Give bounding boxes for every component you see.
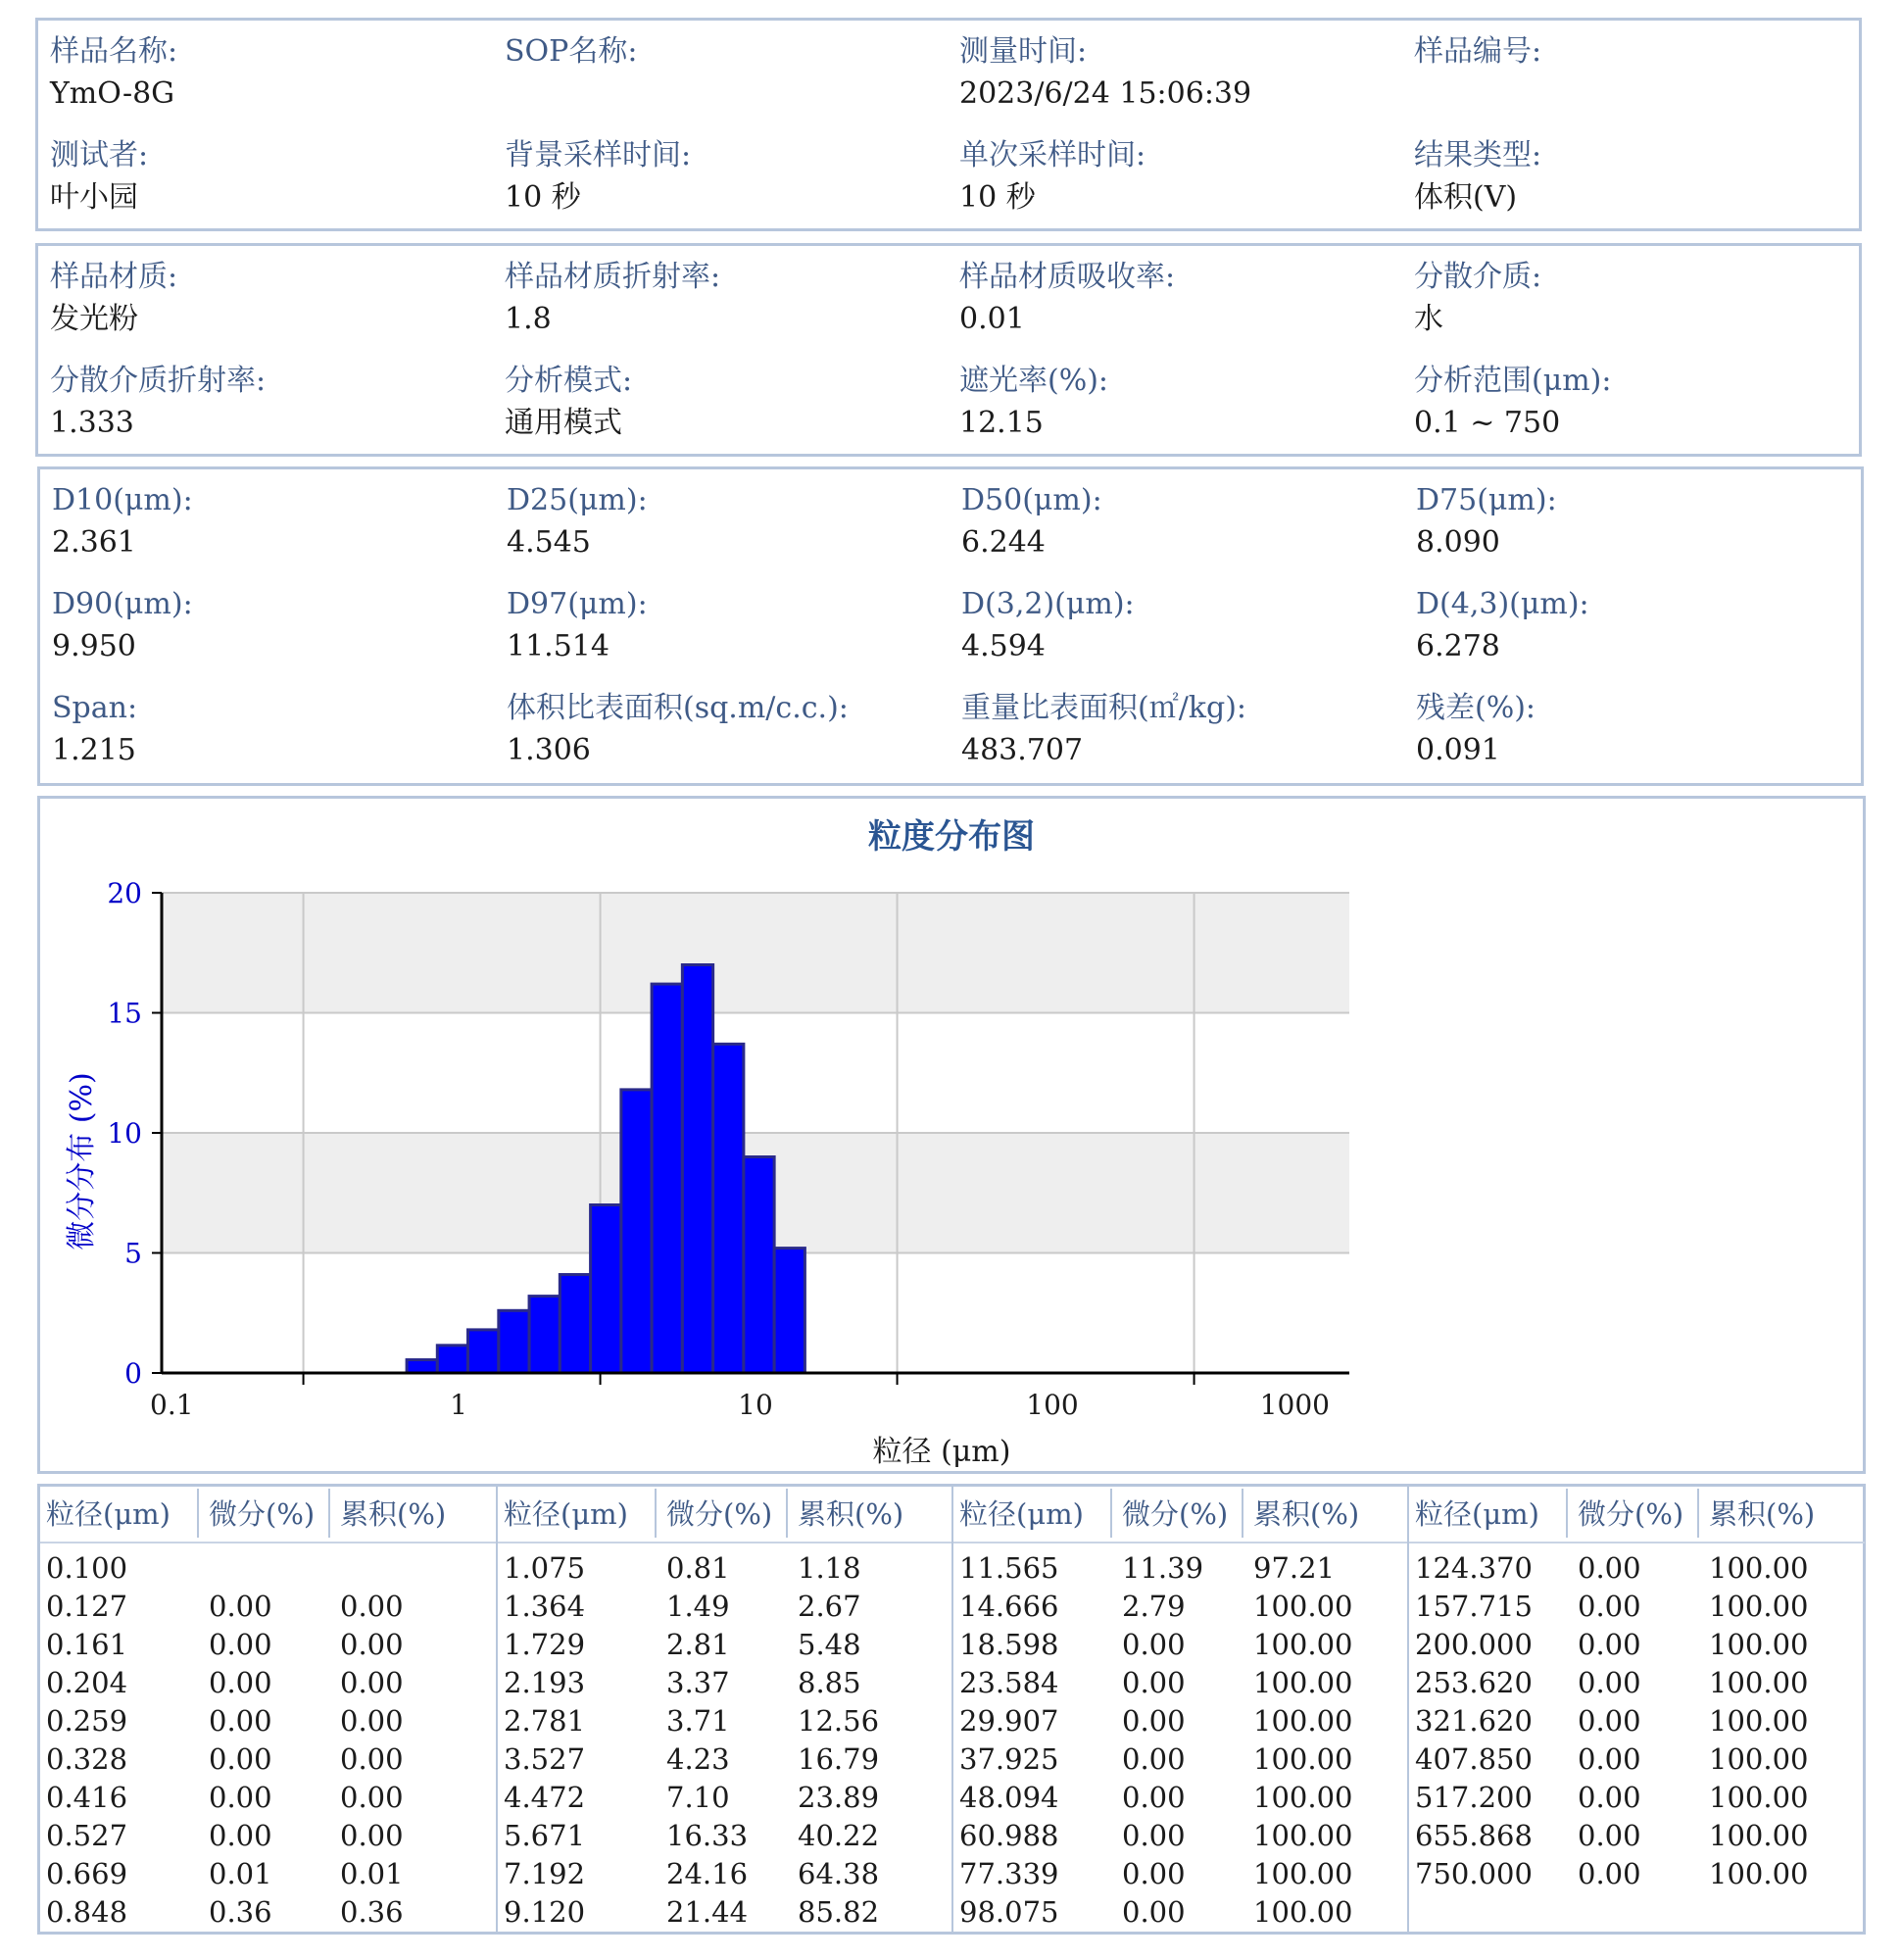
results-field <box>52 689 503 770</box>
histogram-bar <box>499 1310 529 1373</box>
header-divider <box>1409 1542 1865 1544</box>
differential-cell: 0.00 <box>209 1819 272 1852</box>
field-value: 通用模式 <box>505 406 622 440</box>
size-cell: 37.925 <box>959 1742 1059 1776</box>
info1-field <box>1414 136 1865 218</box>
differential-cell: 0.36 <box>209 1895 272 1929</box>
table-row <box>498 1893 953 1932</box>
info2-field <box>505 362 955 443</box>
size-cell: 0.100 <box>46 1551 128 1585</box>
differential-cell: 7.10 <box>666 1781 730 1814</box>
table-row <box>1409 1779 1865 1817</box>
histogram-bar <box>407 1360 437 1373</box>
results-field <box>961 481 1412 563</box>
differential-cell: 24.16 <box>666 1857 749 1890</box>
x-tick-label: 1000 <box>1259 1389 1330 1421</box>
y-tick-label: 5 <box>124 1237 142 1270</box>
table-row <box>953 1855 1409 1893</box>
histogram-bar <box>621 1090 652 1373</box>
field-value: 10 秒 <box>505 180 581 215</box>
cumulative-cell: 100.00 <box>1709 1551 1809 1585</box>
table-row <box>498 1740 953 1779</box>
table-row <box>1409 1855 1865 1893</box>
column-header: 微分(%) <box>655 1489 772 1538</box>
table-column-group <box>951 1487 1409 1932</box>
size-cell: 23.584 <box>959 1666 1059 1699</box>
field-value: 12.15 <box>959 406 1044 440</box>
table-row <box>498 1702 953 1740</box>
field-value: 1.306 <box>507 733 591 767</box>
y-tick-label: 10 <box>107 1117 142 1150</box>
differential-cell: 0.00 <box>1578 1857 1641 1890</box>
cumulative-cell: 23.89 <box>798 1781 880 1814</box>
table-row <box>40 1893 496 1932</box>
size-cell: 750.000 <box>1415 1857 1533 1890</box>
field-value: 叶小园 <box>50 180 138 215</box>
differential-cell: 0.00 <box>1122 1819 1186 1852</box>
size-cell: 98.075 <box>959 1895 1059 1929</box>
header-divider <box>40 1542 496 1544</box>
differential-cell: 0.00 <box>1578 1742 1641 1776</box>
results-field <box>507 481 957 563</box>
field-value: 9.950 <box>52 629 136 663</box>
field-value: 11.514 <box>507 629 609 663</box>
field-label: D(4,3)(μm): <box>1416 587 1589 621</box>
x-tick-label: 10 <box>738 1389 773 1421</box>
info1-field <box>959 136 1410 218</box>
table-row <box>953 1893 1409 1932</box>
field-label: 单次采样时间: <box>959 138 1146 172</box>
cumulative-cell: 100.00 <box>1253 1781 1353 1814</box>
cumulative-cell: 0.00 <box>340 1781 404 1814</box>
size-cell: 517.200 <box>1415 1781 1533 1814</box>
field-value: 483.707 <box>961 733 1084 767</box>
table-row <box>1409 1740 1865 1779</box>
cumulative-cell: 5.48 <box>798 1628 861 1661</box>
y-tick-label: 0 <box>124 1357 142 1390</box>
column-header: 微分(%) <box>1566 1489 1683 1538</box>
sample-info-panel <box>35 18 1862 231</box>
size-cell: 14.666 <box>959 1590 1059 1623</box>
size-cell: 5.671 <box>504 1819 586 1852</box>
column-header: 累积(%) <box>1697 1489 1815 1538</box>
table-row <box>1409 1664 1865 1702</box>
table-column-group <box>1407 1487 1865 1932</box>
column-header: 粒径(μm) <box>959 1497 1084 1531</box>
differential-cell: 0.00 <box>1122 1628 1186 1661</box>
histogram-bar <box>682 965 712 1374</box>
header-divider <box>498 1542 953 1544</box>
cumulative-cell: 2.67 <box>798 1590 861 1623</box>
header-divider <box>953 1542 1409 1544</box>
cumulative-cell: 0.00 <box>340 1590 404 1623</box>
differential-cell: 0.00 <box>1578 1551 1641 1585</box>
differential-cell: 0.00 <box>1122 1704 1186 1738</box>
field-label: 分析范围(μm): <box>1414 364 1612 398</box>
x-tick-label: 0.1 <box>150 1389 194 1421</box>
cumulative-cell: 100.00 <box>1709 1666 1809 1699</box>
differential-cell: 0.00 <box>1122 1742 1186 1776</box>
table-row <box>1409 1626 1865 1664</box>
results-field <box>961 585 1412 666</box>
size-cell: 9.120 <box>504 1895 586 1929</box>
x-tick-label: 1 <box>450 1389 467 1421</box>
field-value: 10 秒 <box>959 180 1036 215</box>
table-row <box>953 1588 1409 1626</box>
column-header: 累积(%) <box>1242 1489 1359 1538</box>
differential-cell: 0.00 <box>1578 1704 1641 1738</box>
cumulative-cell: 100.00 <box>1709 1628 1809 1661</box>
y-axis-label: 微分分布 (%) <box>65 1072 99 1250</box>
info2-field <box>959 362 1410 443</box>
size-cell: 0.328 <box>46 1742 128 1776</box>
table-row <box>953 1779 1409 1817</box>
differential-cell: 0.00 <box>1122 1895 1186 1929</box>
field-label: 结果类型: <box>1414 138 1542 172</box>
field-label: 样品名称: <box>50 34 178 69</box>
column-header: 粒径(μm) <box>46 1497 171 1531</box>
field-value: 6.278 <box>1416 629 1500 663</box>
size-cell: 2.193 <box>504 1666 586 1699</box>
field-label: 遮光率(%): <box>959 364 1109 398</box>
differential-cell: 0.00 <box>209 1666 272 1699</box>
info1-field <box>959 32 1410 114</box>
field-label: 重量比表面积(㎡/kg): <box>961 691 1247 725</box>
cumulative-cell: 1.18 <box>798 1551 861 1585</box>
field-value: 1.333 <box>50 406 134 440</box>
size-cell: 253.620 <box>1415 1666 1533 1699</box>
table-row <box>953 1549 1409 1588</box>
cumulative-cell: 100.00 <box>1253 1895 1353 1929</box>
differential-cell: 11.39 <box>1122 1551 1204 1585</box>
differential-cell: 0.00 <box>1122 1781 1186 1814</box>
table-row <box>498 1664 953 1702</box>
field-value: 0.1 ~ 750 <box>1414 406 1561 440</box>
field-label: 体积比表面积(sq.m/c.c.): <box>507 691 849 725</box>
field-label: D75(μm): <box>1416 483 1557 517</box>
cumulative-cell: 0.01 <box>340 1857 404 1890</box>
info2-field <box>505 258 955 339</box>
differential-cell: 3.37 <box>666 1666 730 1699</box>
cumulative-cell: 100.00 <box>1709 1781 1809 1814</box>
field-label: SOP名称: <box>505 34 638 69</box>
results-field <box>52 481 503 563</box>
column-header: 微分(%) <box>1110 1489 1228 1538</box>
differential-cell: 0.00 <box>209 1628 272 1661</box>
info1-field <box>505 32 955 74</box>
differential-cell: 0.00 <box>209 1781 272 1814</box>
size-cell: 0.259 <box>46 1704 128 1738</box>
result-stats-panel <box>37 466 1864 786</box>
results-field <box>1416 481 1867 563</box>
size-cell: 157.715 <box>1415 1590 1533 1623</box>
table-row <box>40 1588 496 1626</box>
table-row <box>1409 1549 1865 1588</box>
cumulative-cell: 100.00 <box>1253 1590 1353 1623</box>
differential-cell: 0.01 <box>209 1857 272 1890</box>
field-value: 2023/6/24 15:06:39 <box>959 76 1252 111</box>
field-label: D(3,2)(μm): <box>961 587 1135 621</box>
cumulative-cell: 85.82 <box>798 1895 880 1929</box>
cumulative-cell: 100.00 <box>1253 1666 1353 1699</box>
cumulative-cell: 100.00 <box>1709 1857 1809 1890</box>
size-cell: 200.000 <box>1415 1628 1533 1661</box>
field-label: D10(μm): <box>52 483 193 517</box>
size-cell: 0.204 <box>46 1666 128 1699</box>
size-cell: 655.868 <box>1415 1819 1533 1852</box>
cumulative-cell: 8.85 <box>798 1666 861 1699</box>
size-cell: 0.416 <box>46 1781 128 1814</box>
info1-field <box>505 136 955 218</box>
size-cell: 48.094 <box>959 1781 1059 1814</box>
field-label: 测量时间: <box>959 34 1088 69</box>
info2-field <box>959 258 1410 339</box>
table-row <box>1409 1702 1865 1740</box>
size-cell: 0.669 <box>46 1857 128 1890</box>
table-row <box>40 1549 496 1588</box>
x-tick-label: 100 <box>1026 1389 1079 1421</box>
field-label: 样品材质: <box>50 260 178 294</box>
cumulative-cell: 100.00 <box>1253 1857 1353 1890</box>
cumulative-cell: 0.00 <box>340 1819 404 1852</box>
size-cell: 77.339 <box>959 1857 1059 1890</box>
histogram-bar <box>468 1330 499 1373</box>
size-cell: 18.598 <box>959 1628 1059 1661</box>
table-row <box>953 1626 1409 1664</box>
table-row <box>498 1817 953 1855</box>
size-cell: 124.370 <box>1415 1551 1533 1585</box>
size-cell: 2.781 <box>504 1704 586 1738</box>
cumulative-cell: 0.00 <box>340 1666 404 1699</box>
field-value: YmO-8G <box>50 76 175 111</box>
table-row <box>40 1855 496 1893</box>
info2-field <box>50 258 501 339</box>
column-header: 粒径(μm) <box>504 1497 628 1531</box>
cumulative-cell: 40.22 <box>798 1819 880 1852</box>
differential-cell: 0.81 <box>666 1551 730 1585</box>
info1-field <box>50 136 501 218</box>
field-label: D97(μm): <box>507 587 648 621</box>
field-value: 1.215 <box>52 733 136 767</box>
y-tick-label: 20 <box>107 877 142 909</box>
field-label: 样品材质吸收率: <box>959 260 1176 294</box>
size-cell: 321.620 <box>1415 1704 1533 1738</box>
differential-cell: 3.71 <box>666 1704 730 1738</box>
size-cell: 1.729 <box>504 1628 586 1661</box>
cumulative-cell: 100.00 <box>1709 1819 1809 1852</box>
differential-cell: 0.00 <box>1578 1819 1641 1852</box>
cumulative-cell: 100.00 <box>1709 1590 1809 1623</box>
distribution-chart-panel <box>37 796 1866 1474</box>
info1-field <box>50 32 501 114</box>
cumulative-cell: 100.00 <box>1253 1704 1353 1738</box>
cumulative-cell: 100.00 <box>1253 1628 1353 1661</box>
histogram-bar <box>713 1044 744 1373</box>
info2-field <box>1414 258 1865 339</box>
field-value: 1.8 <box>505 302 552 336</box>
field-label: 测试者: <box>50 138 149 172</box>
cumulative-cell: 16.79 <box>798 1742 880 1776</box>
table-column-group <box>40 1487 496 1932</box>
differential-cell: 2.81 <box>666 1628 730 1661</box>
results-field <box>507 689 957 770</box>
field-label: 样品编号: <box>1414 34 1542 69</box>
table-row <box>40 1817 496 1855</box>
field-label: Span: <box>52 691 138 725</box>
column-header: 微分(%) <box>197 1489 315 1538</box>
table-row <box>953 1664 1409 1702</box>
histogram-bar <box>744 1157 774 1374</box>
table-row <box>498 1588 953 1626</box>
field-value: 发光粉 <box>50 302 138 336</box>
table-row <box>498 1855 953 1893</box>
histogram-bar <box>560 1275 590 1373</box>
cumulative-cell: 100.00 <box>1709 1742 1809 1776</box>
size-cell: 3.527 <box>504 1742 586 1776</box>
table-row <box>498 1626 953 1664</box>
field-value: 4.594 <box>961 629 1046 663</box>
field-label: 样品材质折射率: <box>505 260 721 294</box>
cumulative-cell: 0.00 <box>340 1742 404 1776</box>
table-row <box>40 1779 496 1817</box>
material-info-panel <box>35 243 1862 457</box>
size-cell: 0.848 <box>46 1895 128 1929</box>
info2-field <box>1414 362 1865 443</box>
cumulative-cell: 100.00 <box>1253 1819 1353 1852</box>
field-label: 分散介质折射率: <box>50 364 267 398</box>
field-value: 6.244 <box>961 525 1046 560</box>
differential-cell: 16.33 <box>666 1819 749 1852</box>
results-field <box>1416 585 1867 666</box>
differential-cell: 0.00 <box>1578 1781 1641 1814</box>
histogram-bar <box>774 1249 804 1373</box>
table-row <box>953 1817 1409 1855</box>
table-row <box>40 1664 496 1702</box>
cumulative-cell: 97.21 <box>1253 1551 1336 1585</box>
cumulative-cell: 100.00 <box>1253 1742 1353 1776</box>
size-cell: 4.472 <box>504 1781 586 1814</box>
differential-cell: 1.49 <box>666 1590 730 1623</box>
field-label: 背景采样时间: <box>505 138 692 172</box>
column-header: 粒径(μm) <box>1415 1497 1539 1531</box>
differential-cell: 2.79 <box>1122 1590 1186 1623</box>
table-column-group <box>496 1487 953 1932</box>
differential-cell: 4.23 <box>666 1742 730 1776</box>
size-cell: 29.907 <box>959 1704 1059 1738</box>
x-axis-label: 粒径 (μm) <box>872 1435 1011 1469</box>
field-label: 残差(%): <box>1416 691 1536 725</box>
histogram-bar <box>529 1297 560 1373</box>
histogram-bar <box>591 1205 621 1374</box>
differential-cell: 0.00 <box>209 1742 272 1776</box>
differential-cell: 0.00 <box>1578 1590 1641 1623</box>
differential-cell: 0.00 <box>1578 1666 1641 1699</box>
table-row <box>1409 1588 1865 1626</box>
results-field <box>1416 689 1867 770</box>
size-cell: 7.192 <box>504 1857 586 1890</box>
differential-cell: 21.44 <box>666 1895 749 1929</box>
grid-band <box>162 893 1349 1013</box>
field-value: 0.01 <box>959 302 1025 336</box>
table-row <box>40 1740 496 1779</box>
column-header: 累积(%) <box>786 1489 903 1538</box>
size-cell: 407.850 <box>1415 1742 1533 1776</box>
size-cell: 0.161 <box>46 1628 128 1661</box>
size-cell: 0.127 <box>46 1590 128 1623</box>
table-row <box>498 1549 953 1588</box>
field-label: 分散介质: <box>1414 260 1542 294</box>
size-cell: 60.988 <box>959 1819 1059 1852</box>
cumulative-cell: 64.38 <box>798 1857 880 1890</box>
field-value: 2.361 <box>52 525 136 560</box>
size-cell: 11.565 <box>959 1551 1059 1585</box>
table-row <box>953 1740 1409 1779</box>
size-cell: 0.527 <box>46 1819 128 1852</box>
info1-field <box>1414 32 1865 74</box>
differential-cell: 0.00 <box>1122 1666 1186 1699</box>
chart-title: 粒度分布图 <box>868 817 1035 857</box>
info2-field <box>50 362 501 443</box>
cumulative-cell: 100.00 <box>1709 1704 1809 1738</box>
distribution-table <box>37 1484 1866 1935</box>
cumulative-cell: 12.56 <box>798 1704 880 1738</box>
table-row <box>40 1702 496 1740</box>
field-value: 体积(V) <box>1414 180 1518 215</box>
differential-cell: 0.00 <box>209 1590 272 1623</box>
field-label: D90(μm): <box>52 587 193 621</box>
field-label: 分析模式: <box>505 364 633 398</box>
results-field <box>52 585 503 666</box>
field-value: 0.091 <box>1416 733 1500 767</box>
results-field <box>961 689 1412 770</box>
table-row <box>498 1779 953 1817</box>
y-tick-label: 15 <box>107 997 142 1030</box>
cumulative-cell: 0.36 <box>340 1895 404 1929</box>
cumulative-cell: 0.00 <box>340 1704 404 1738</box>
size-cell: 1.075 <box>504 1551 586 1585</box>
histogram-bar <box>652 984 682 1373</box>
column-header: 累积(%) <box>328 1489 446 1538</box>
table-row <box>953 1702 1409 1740</box>
table-row <box>40 1626 496 1664</box>
field-label: D50(μm): <box>961 483 1102 517</box>
field-value: 8.090 <box>1416 525 1500 560</box>
field-value: 4.545 <box>507 525 591 560</box>
distribution-chart <box>40 799 1863 1471</box>
size-cell: 1.364 <box>504 1590 586 1623</box>
table-row <box>1409 1817 1865 1855</box>
differential-cell: 0.00 <box>209 1704 272 1738</box>
differential-cell: 0.00 <box>1122 1857 1186 1890</box>
field-label: D25(μm): <box>507 483 648 517</box>
cumulative-cell: 0.00 <box>340 1628 404 1661</box>
differential-cell: 0.00 <box>1578 1628 1641 1661</box>
histogram-bar <box>437 1346 467 1373</box>
field-value: 水 <box>1414 302 1443 336</box>
results-field <box>507 585 957 666</box>
